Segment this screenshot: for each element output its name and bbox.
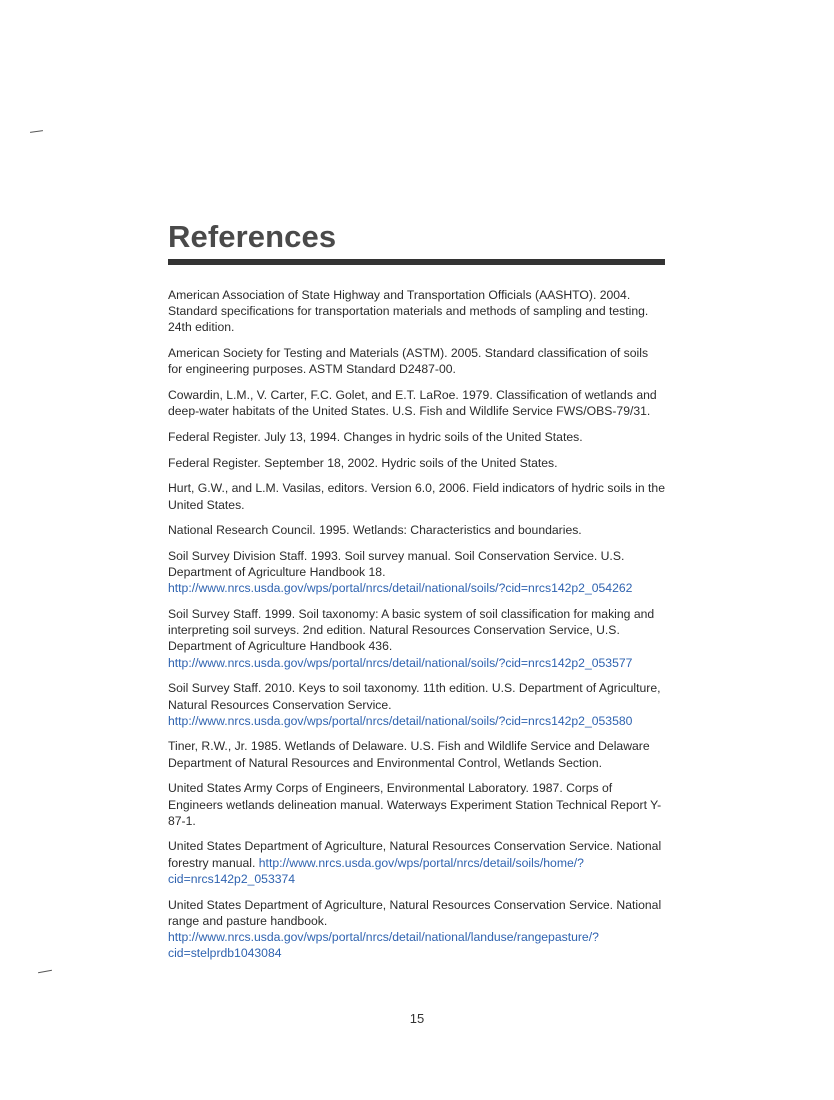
- reference-link[interactable]: http://www.nrcs.usda.gov/wps/portal/nrcs/detail/national/soils/?cid=nrcs142p2_053577: [168, 655, 633, 670]
- reference-entry: [168, 548, 665, 597]
- reference-entry: [168, 429, 665, 445]
- reference-text: United States Department of Agriculture, Natural Resources Conservation Service. National forestry manual.: [168, 839, 662, 870]
- reference-text: Tiner, R.W., Jr. 1985. Wetlands of Delaware. U.S. Fish and Wildlife Service and Delaware Department of Natural Resources and Environmental Control, Wetlands Section.: [168, 739, 650, 770]
- reference-entry: [168, 897, 665, 962]
- reference-text: Soil Survey Division Staff. 1993. Soil survey manual. Soil Conservation Service. U.S. Department of Agriculture Handbook 18.: [168, 548, 625, 580]
- reference-text: American Society for Testing and Materials (ASTM). 2005. Standard classification of soils for engineering purposes. ASTM Standard D2487-00.: [168, 346, 649, 377]
- reference-text: Federal Register. July 13, 1994. Changes in hydric soils of the United States.: [168, 429, 583, 444]
- reference-entry: [168, 606, 665, 671]
- reference-link[interactable]: http://www.nrcs.usda.gov/wps/portal/nrcs/detail/national/soils/?cid=nrcs142p2_054262: [168, 581, 633, 596]
- reference-entry: [168, 480, 665, 512]
- title-rule: [168, 259, 665, 265]
- reference-text: Federal Register. September 18, 2002. Hydric soils of the United States.: [168, 455, 558, 470]
- page-title: References: [168, 219, 337, 254]
- reference-text: Cowardin, L.M., V. Carter, F.C. Golet, and E.T. LaRoe. 1979. Classification of wetlands and deep-water habitats of the United States. U.S. Fish and Wildlife Service FWS/OBS-79/31.: [168, 388, 657, 419]
- reference-link[interactable]: http://www.nrcs.usda.gov/wps/portal/nrcs/detail/national/landuse/rangepasture/?cid=stelprdb1043084: [168, 930, 599, 961]
- scan-mark: [30, 130, 43, 133]
- reference-entry: [168, 345, 665, 377]
- reference-text: United States Department of Agriculture, Natural Resources Conservation Service. National range and pasture handbook.: [168, 897, 662, 928]
- references-section: [168, 216, 665, 971]
- reference-entry: [168, 738, 665, 770]
- reference-entry: [168, 287, 665, 336]
- reference-entry: [168, 387, 665, 419]
- scan-mark: [38, 970, 52, 973]
- reference-link[interactable]: http://www.nrcs.usda.gov/wps/portal/nrcs/detail/national/soils/?cid=nrcs142p2_053580: [168, 713, 633, 728]
- reference-list: [168, 287, 665, 961]
- reference-text: United States Army Corps of Engineers, Environmental Laboratory. 1987. Corps of Engineers wetlands delineation manual. Waterways Experiment Station Technical Report Y-87-1.: [168, 781, 662, 828]
- page-number: 15: [409, 1011, 425, 1026]
- reference-entry: [168, 522, 665, 538]
- reference-entry: [168, 680, 665, 729]
- reference-text: Soil Survey Staff. 2010. Keys to soil taxonomy. 11th edition. U.S. Department of Agriculture, Natural Resources Conservation Service.: [168, 681, 661, 712]
- reference-text: Soil Survey Staff. 1999. Soil taxonomy: A basic system of soil classification for making and interpreting soil surveys. 2nd edition. Natural Resources Conservation Service, U.S. Department of Agriculture Handbook 436.: [168, 607, 655, 654]
- reference-text: Hurt, G.W., and L.M. Vasilas, editors. Version 6.0, 2006. Field indicators of hydric soils in the United States.: [168, 481, 665, 512]
- reference-link[interactable]: http://www.nrcs.usda.gov/wps/portal/nrcs/detail/soils/home/?cid=nrcs142p2_053374: [168, 855, 584, 886]
- reference-entry: [168, 838, 665, 887]
- reference-text: American Association of State Highway and Transportation Officials (AASHTO). 2004. Standard specifications for transportation materials and methods of sampling and testing. 24th edition.: [168, 288, 649, 335]
- reference-text: National Research Council. 1995. Wetlands: Characteristics and boundaries.: [168, 523, 582, 538]
- reference-entry: [168, 780, 665, 829]
- reference-entry: [168, 455, 665, 471]
